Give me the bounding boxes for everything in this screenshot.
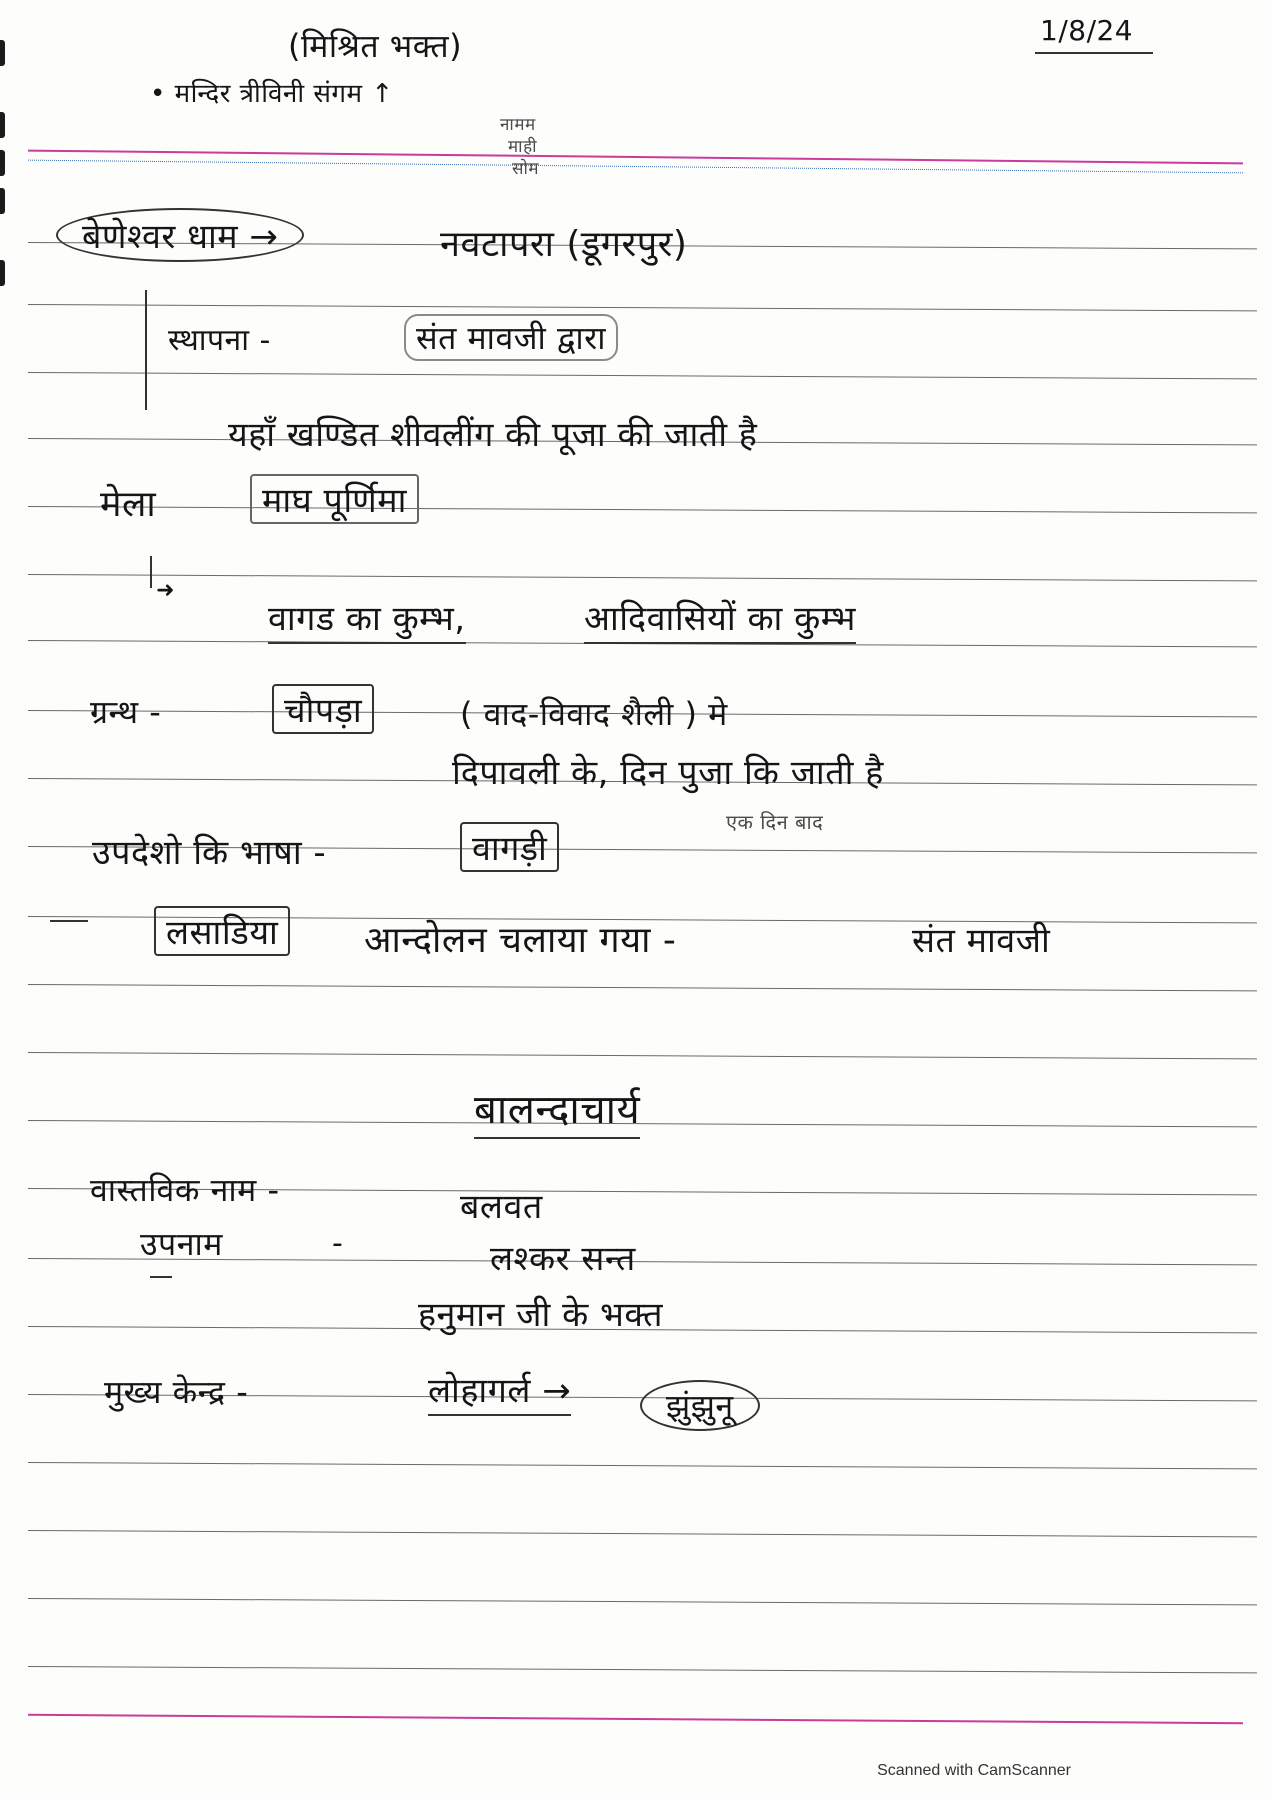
scanner-watermark: Scanned with CamScanner (877, 1762, 1071, 1779)
fair-arrow-icon: ➜ (156, 578, 175, 603)
granth-value: चौपड़ा (272, 684, 374, 734)
alias-value-2: हनुमान जी के भक्त (418, 1295, 664, 1335)
center-district: झुंझुनू (640, 1380, 760, 1431)
language-value: वागड़ी (460, 822, 559, 872)
beneshwar-place-value: नवटापरा (डूगरपुर) (440, 224, 688, 265)
ruled-line (28, 574, 1257, 581)
fair-label: मेला (100, 484, 157, 525)
side-note-1: नामम (500, 115, 536, 135)
granth-sub-note: एक दिन बाद (726, 810, 824, 834)
ruled-line (28, 506, 1257, 513)
ruled-line (28, 1120, 1257, 1127)
founding-label: स्थापना - (168, 323, 271, 358)
binder-hole (0, 188, 5, 214)
alias-label: उपनाम (140, 1225, 223, 1263)
binder-hole (0, 150, 5, 176)
kumbh-name-1: वागड का कुम्भ, (268, 594, 466, 644)
bracket-line (145, 290, 147, 410)
kumbh-name-2: आदिवासियों का कुम्भ (584, 594, 856, 644)
bullet-dash (50, 920, 88, 922)
ruled-line (28, 1462, 1257, 1469)
granth-style: ( वाद-विवाद शैली ) मे (460, 695, 728, 733)
devotee-type-note: (मिश्रित भक्त) (288, 27, 463, 65)
ruled-line (28, 1530, 1257, 1537)
alias-value-1: लश्कर सन्त (490, 1239, 636, 1279)
movement-name: लसाडिया (154, 906, 290, 956)
center-label: मुख्य केन्द्र - (104, 1373, 249, 1411)
movement-by: संत मावजी (912, 921, 1051, 961)
center-value: लोहागर्ल → (428, 1366, 571, 1416)
binder-hole (0, 40, 5, 66)
granth-label: ग्रन्थ - (90, 693, 162, 731)
ruled-line (28, 304, 1257, 311)
founding-value: संत मावजी द्वारा (404, 314, 618, 361)
ruled-line (28, 1598, 1257, 1605)
language-label: उपदेशो कि भाषा - (92, 833, 327, 873)
side-note-2: माही (508, 137, 537, 157)
date-underline (1035, 52, 1153, 54)
fair-arrow-stem (150, 556, 152, 588)
temple-note: • मन्दिर त्रीविनी संगम ↑ (150, 79, 394, 109)
bottom-margin-line (28, 1714, 1243, 1724)
real-name-label: वास्तविक नाम - (90, 1171, 280, 1209)
real-name-value: बलवत (460, 1187, 543, 1227)
page-date: 1/8/24 (1040, 14, 1134, 47)
side-note-3: सोम (512, 159, 540, 179)
alias-bullet-dash (150, 1276, 172, 1278)
worship-note: यहाँ खण्डित शीवलींग की पूजा की जाती है (228, 415, 758, 455)
ruled-line (28, 1666, 1257, 1673)
ruled-line (28, 372, 1257, 379)
binder-hole (0, 260, 5, 286)
alias-dash: - (332, 1226, 344, 1261)
balanandacharya-heading: बालन्दाचार्य (474, 1080, 640, 1139)
granth-worship: दिपावली के, दिन पुजा कि जाती है (452, 753, 884, 793)
ruled-line (28, 984, 1257, 991)
fair-value: माघ पूर्णिमा (250, 474, 419, 524)
binder-hole (0, 112, 5, 138)
ruled-line (28, 1052, 1257, 1059)
beneshwar-place-label: बेणेश्वर धाम → (56, 208, 304, 262)
movement-text: आन्दोलन चलाया गया - (364, 920, 677, 961)
